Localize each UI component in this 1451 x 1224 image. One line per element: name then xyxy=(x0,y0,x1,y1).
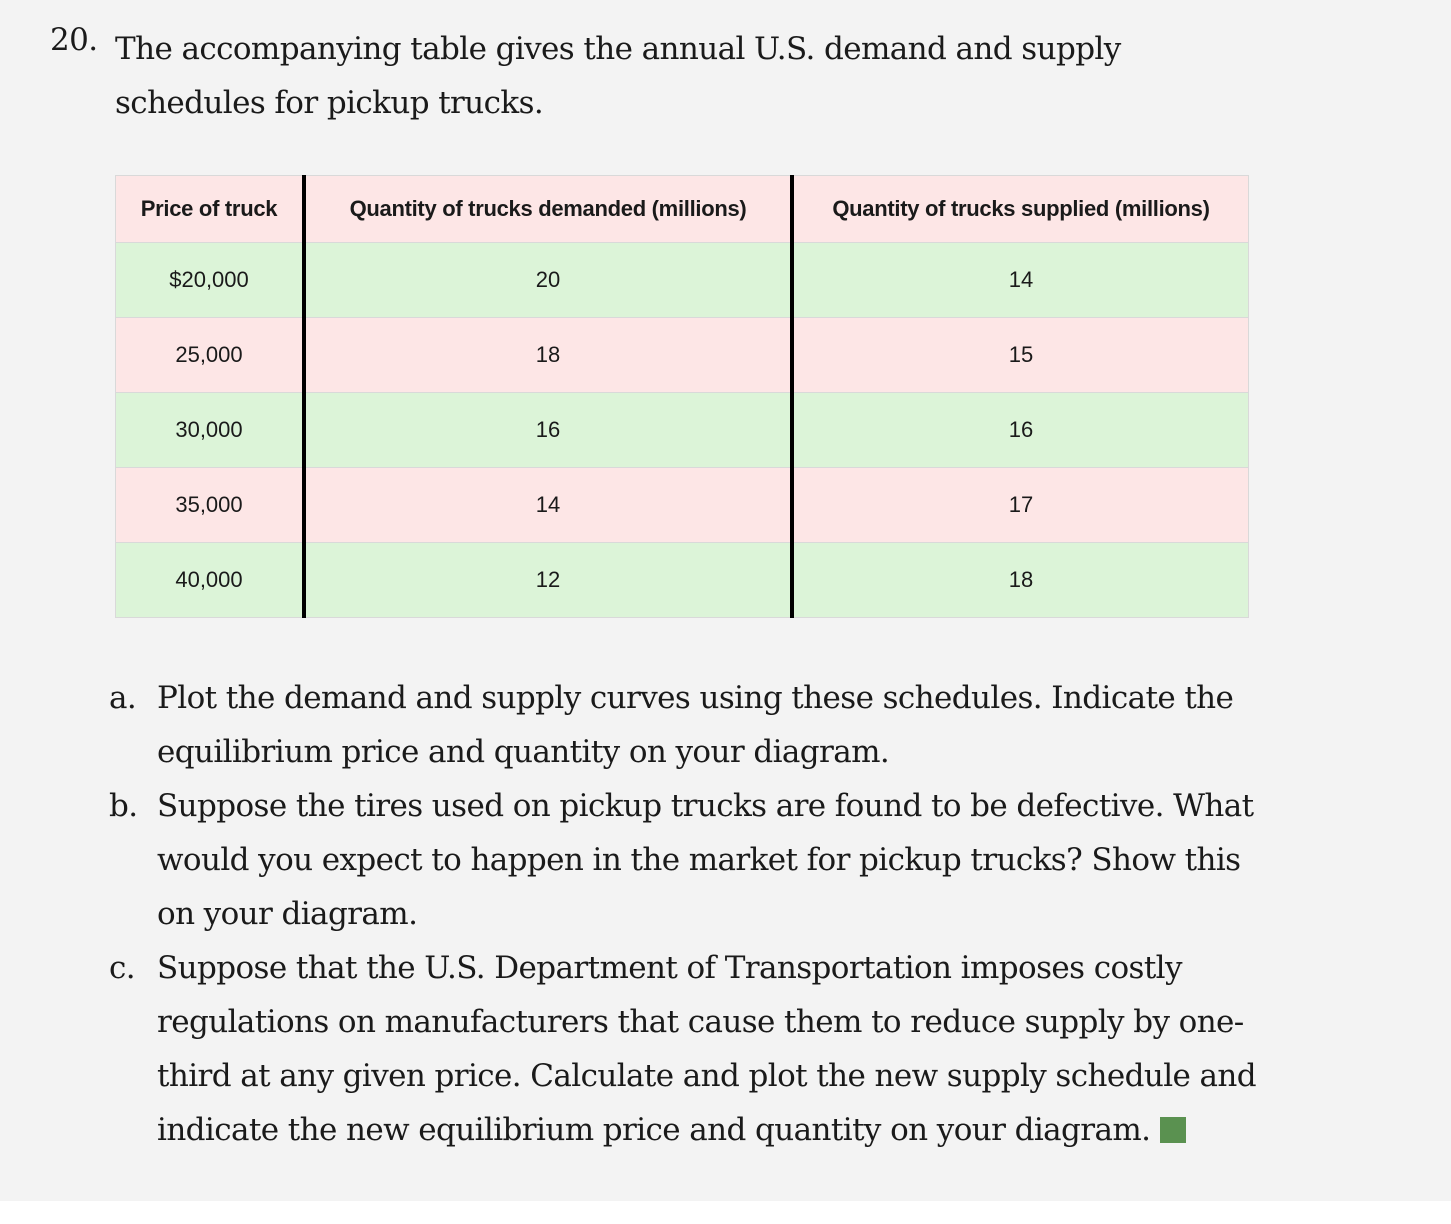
quantity-demanded-cell: 12 xyxy=(304,543,792,618)
header-price: Price of truck xyxy=(116,176,305,243)
question-number: 20. xyxy=(50,22,98,58)
question-parts-list xyxy=(109,671,1257,1157)
price-cell: 30,000 xyxy=(116,393,305,468)
header-quantity-demanded: Quantity of trucks demanded (millions) xyxy=(304,176,792,243)
question-part-a xyxy=(109,671,1257,779)
header-quantity-supplied: Quantity of trucks supplied (millions) xyxy=(792,176,1249,243)
quantity-demanded-cell: 20 xyxy=(304,243,792,318)
table-row xyxy=(116,243,1249,318)
quantity-supplied-cell: 14 xyxy=(792,243,1249,318)
table-header-row xyxy=(116,176,1249,243)
table-row xyxy=(116,543,1249,618)
quantity-supplied-cell: 17 xyxy=(792,468,1249,543)
table-row xyxy=(116,468,1249,543)
quantity-demanded-cell: 16 xyxy=(304,393,792,468)
quantity-supplied-cell: 15 xyxy=(792,318,1249,393)
part-letter: c. xyxy=(109,950,136,986)
question-part-c xyxy=(109,941,1257,1157)
table-row xyxy=(116,393,1249,468)
price-cell: 25,000 xyxy=(116,318,305,393)
quantity-supplied-cell: 18 xyxy=(792,543,1249,618)
quantity-supplied-cell: 16 xyxy=(792,393,1249,468)
question-intro: The accompanying table gives the annual U.S. demand and supply schedules for pickup trucks. xyxy=(115,31,1121,121)
price-cell: 40,000 xyxy=(116,543,305,618)
part-text: Plot the demand and supply curves using these schedules. Indicate the equilibrium price and quantity on your diagram. xyxy=(157,680,1234,770)
demand-supply-table xyxy=(115,175,1249,618)
quantity-demanded-cell: 14 xyxy=(304,468,792,543)
quantity-demanded-cell: 18 xyxy=(304,318,792,393)
part-text: Suppose that the U.S. Department of Transportation imposes costly regulations on manufacturers that cause them to reduce supply by one-third at any given price. Calculate and plot the new supply schedule and indicate the new equilibrium price and quantity on your diagram. xyxy=(157,950,1257,1148)
table-row xyxy=(116,318,1249,393)
price-cell: $20,000 xyxy=(116,243,305,318)
part-letter: a. xyxy=(109,680,137,716)
question-part-b xyxy=(109,779,1257,941)
end-of-question-square-icon xyxy=(1160,1117,1186,1143)
price-cell: 35,000 xyxy=(116,468,305,543)
part-letter: b. xyxy=(109,788,138,824)
part-text: Suppose the tires used on pickup trucks are found to be defective. What would you expect to happen in the market for pickup trucks? Show this on your diagram. xyxy=(157,788,1254,932)
